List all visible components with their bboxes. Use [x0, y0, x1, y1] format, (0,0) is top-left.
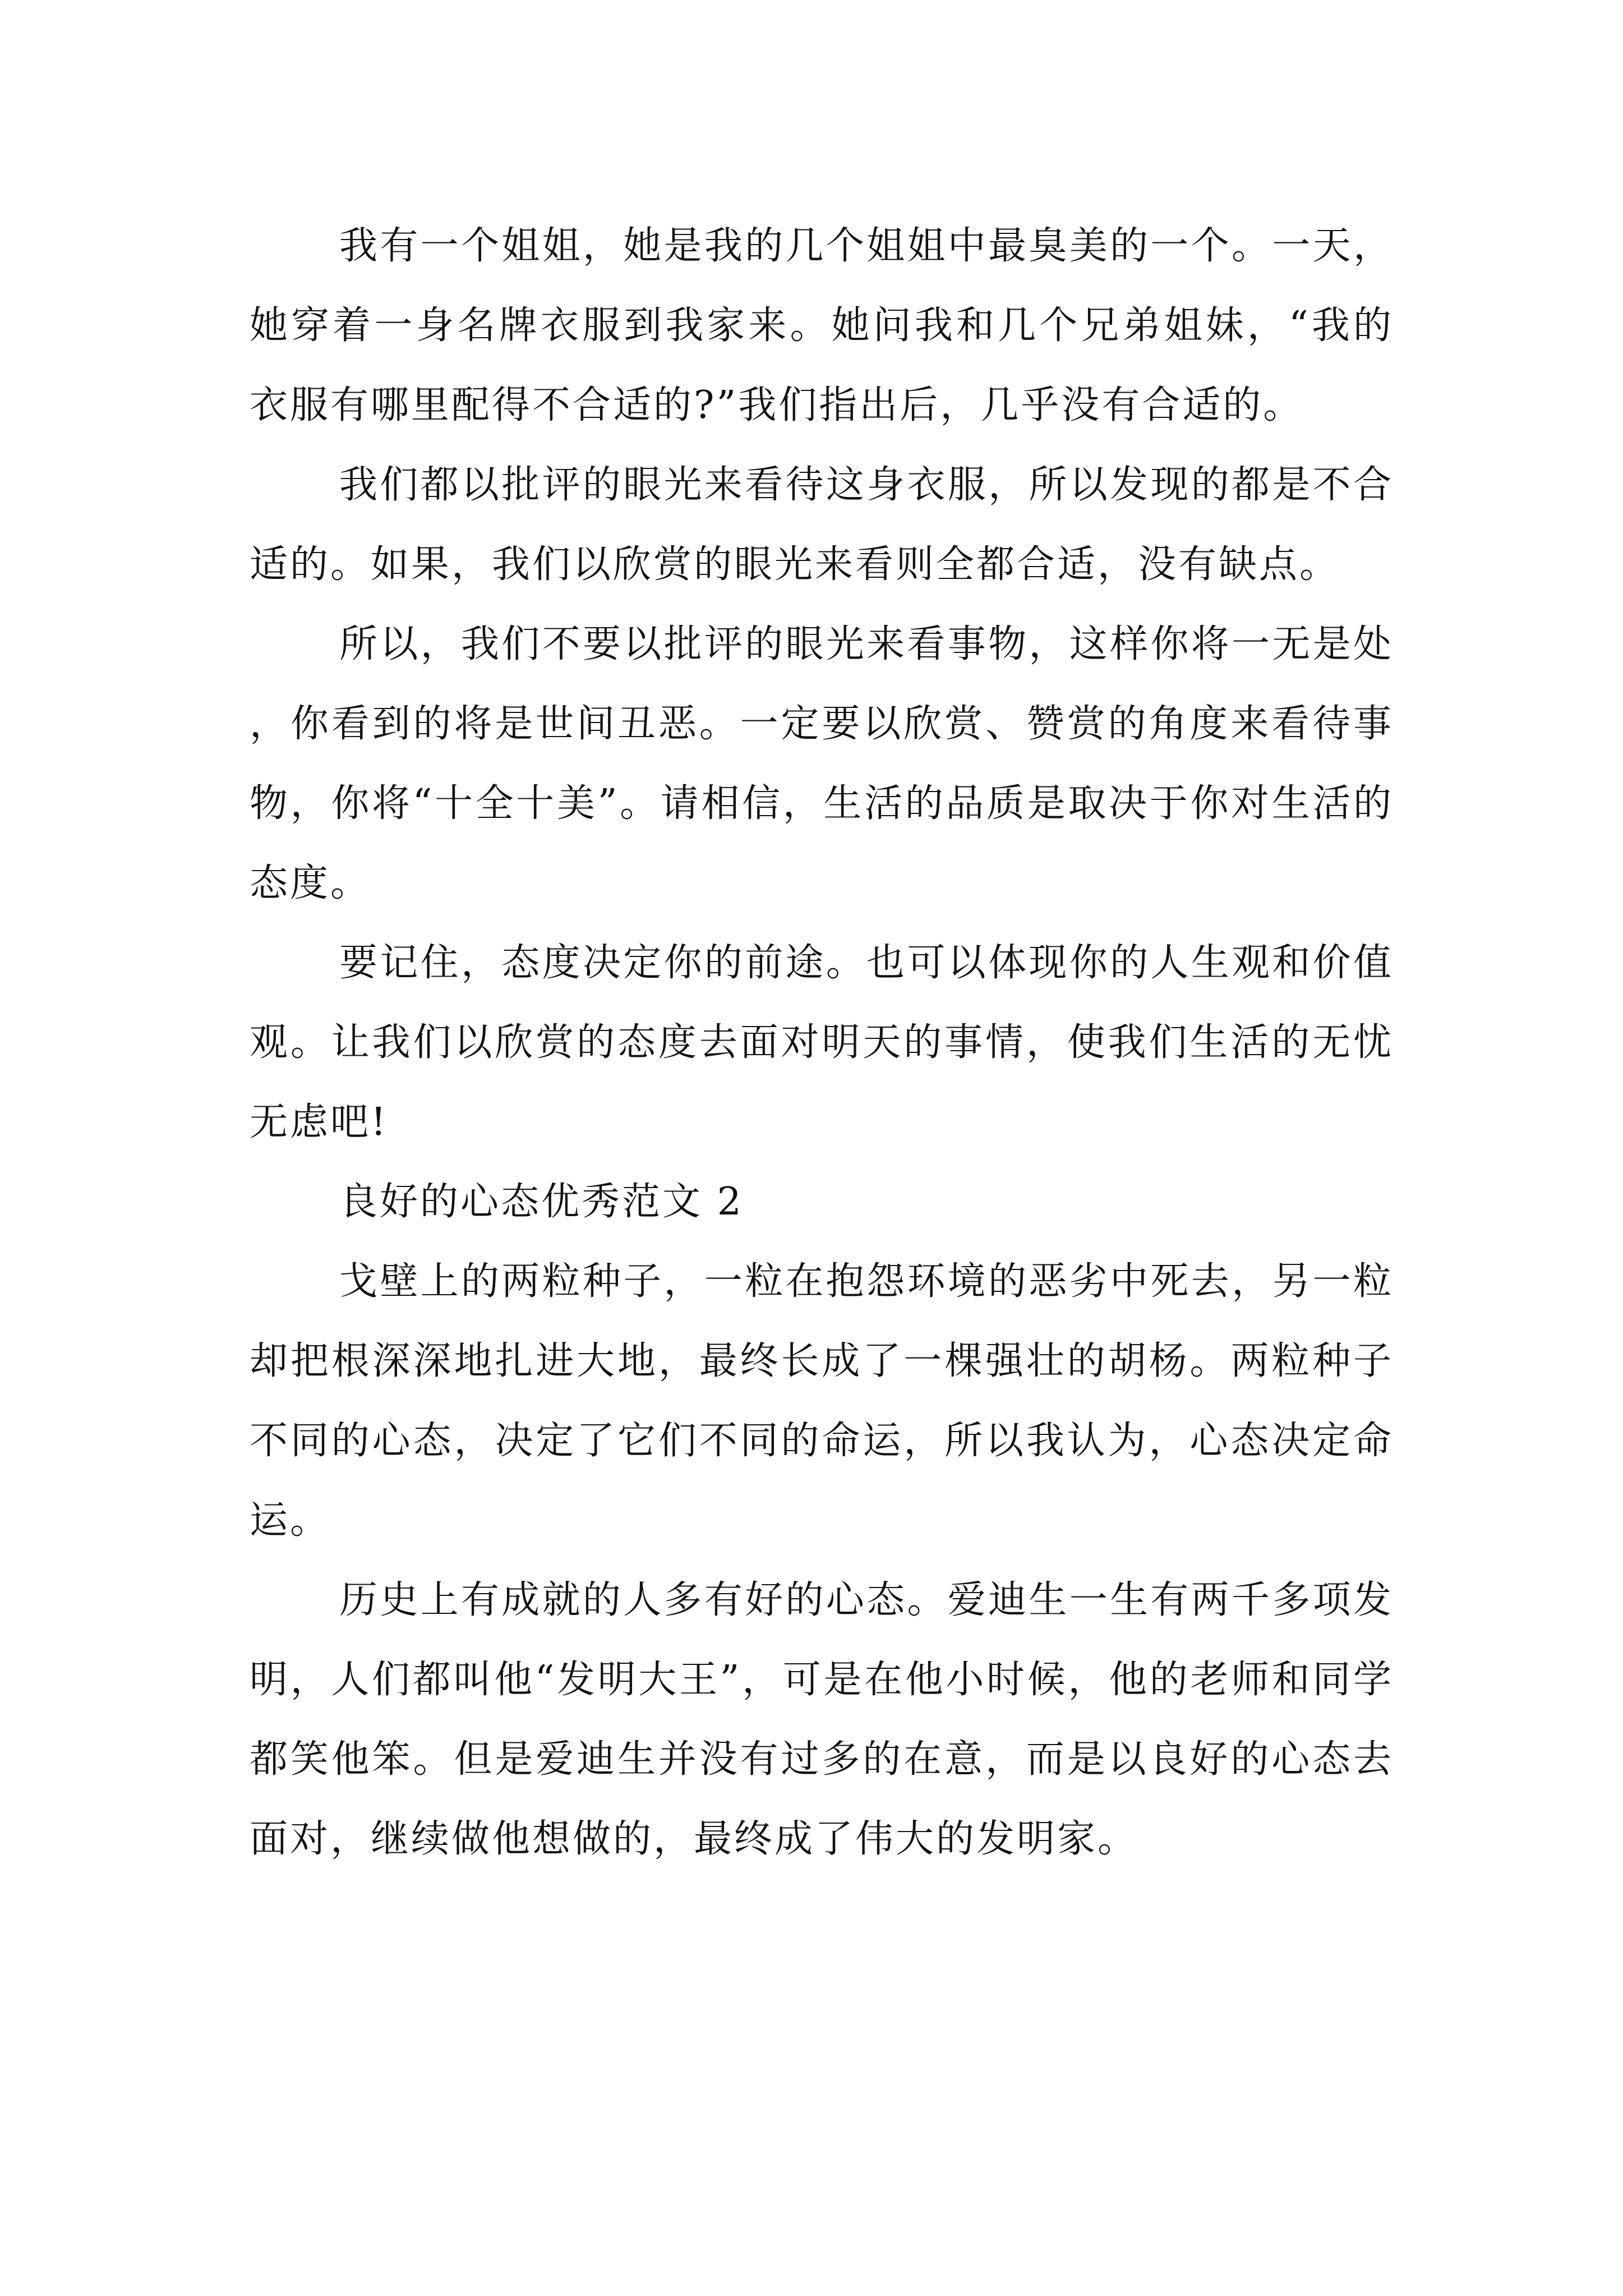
- document-body: [250, 206, 1394, 1879]
- section-heading: 良好的心态优秀范文 2: [339, 1180, 744, 1224]
- paragraph-6: 历史上有成就的人多有好的心态。爱迪生一生有两千多项发明，人们都叫他“发明大王”，可是在他小时候，他的老师和同学都笑他笨。但是爱迪生并没有过多的在意，而是以良好的心态去面对，继续做他想做的，最终成了伟大的发明家。: [250, 1578, 1394, 1861]
- paragraph-5: 戈壁上的两粒种子，一粒在抱怨环境的恶劣中死去，另一粒却把根深深地扎进大地，最终长成了一棵强壮的胡杨。两粒种子不同的心态，决定了它们不同的命运，所以我认为，心态决定命运。: [250, 1259, 1394, 1543]
- paragraph-2: 我们都以批评的眼光来看待这身衣服，所以发现的都是不合适的。如果，我们以欣赏的眼光来看则全都合适，没有缺点。: [250, 463, 1394, 587]
- paragraph-4: 要记住，态度决定你的前途。也可以体现你的人生观和价值观。让我们以欣赏的态度去面对明天的事情，使我们生活的无忧无虑吧!: [250, 941, 1394, 1144]
- paragraph-1: 我有一个姐姐，她是我的几个姐姐中最臭美的一个。一天，她穿着一身名牌衣服到我家来。她问我和几个兄弟姐妹，“我的衣服有哪里配得不合适的?”我们指出后，几乎没有合适的。: [250, 224, 1394, 427]
- paragraph-3: 所以，我们不要以批评的眼光来看事物，这样你将一无是处，你看到的将是世间丑恶。一定要以欣赏、赞赏的角度来看待事物，你将“十全十美”。请相信，生活的品质是取决于你对生活的态度。: [250, 622, 1394, 905]
